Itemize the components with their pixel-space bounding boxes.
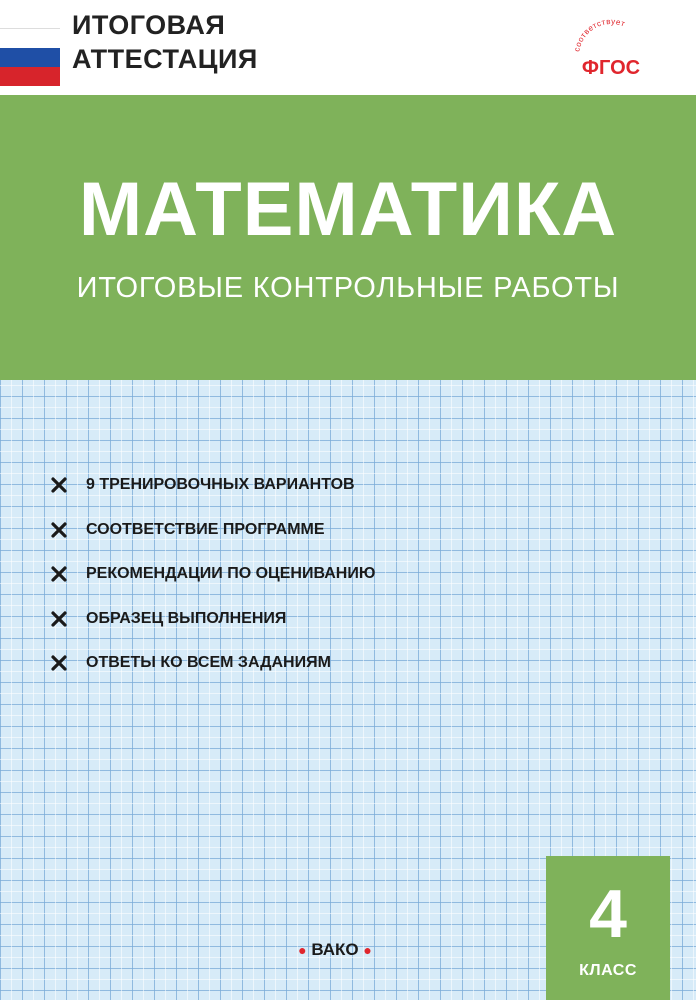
cross-mark-icon	[50, 476, 68, 494]
cross-mark-icon	[50, 610, 68, 628]
cross-mark-icon	[50, 565, 68, 583]
series-title-line1: ИТОГОВАЯ	[72, 10, 226, 40]
feature-list	[50, 463, 375, 686]
feature-label: СООТВЕТСТВИЕ ПРОГРАММЕ	[86, 520, 325, 538]
publisher-name: ВАКО	[311, 940, 359, 959]
fgos-logo	[569, 10, 653, 80]
series-title	[72, 8, 258, 76]
feature-label: ОБРАЗЕЦ ВЫПОЛНЕНИЯ	[86, 609, 287, 627]
grade-box	[546, 856, 670, 1000]
feature-label: ОТВЕТЫ КО ВСЕМ ЗАДАНИЯМ	[86, 654, 331, 672]
feature-item	[50, 508, 375, 553]
feature-label: 9 ТРЕНИРОВОЧНЫХ ВАРИАНТОВ	[86, 476, 355, 494]
feature-label: РЕКОМЕНДАЦИИ ПО ОЦЕНИВАНИЮ	[86, 565, 376, 583]
feature-item	[50, 597, 375, 642]
russian-flag-icon	[0, 28, 60, 85]
bullet-dot-icon: ●	[298, 942, 307, 958]
feature-item	[50, 463, 375, 508]
book-subtitle: ИТОГОВЫЕ КОНТРОЛЬНЫЕ РАБОТЫ	[76, 272, 620, 304]
grade-label: КЛАСС	[579, 962, 637, 979]
fgos-arc-text: соответствует	[572, 16, 627, 53]
bullet-dot-icon: ●	[363, 942, 372, 958]
series-title-line2: АТТЕСТАЦИЯ	[72, 44, 258, 74]
cross-mark-icon	[50, 654, 68, 672]
cross-mark-icon	[50, 521, 68, 539]
publisher	[270, 940, 400, 960]
book-title: МАТЕМАТИКА	[78, 167, 618, 252]
feature-item	[50, 552, 375, 597]
feature-item	[50, 641, 375, 686]
svg-text:соответствует	[572, 17, 626, 52]
grade-number: 4	[589, 876, 627, 952]
fgos-logo-text: ФГОС	[581, 57, 641, 79]
cover-header	[0, 0, 696, 95]
